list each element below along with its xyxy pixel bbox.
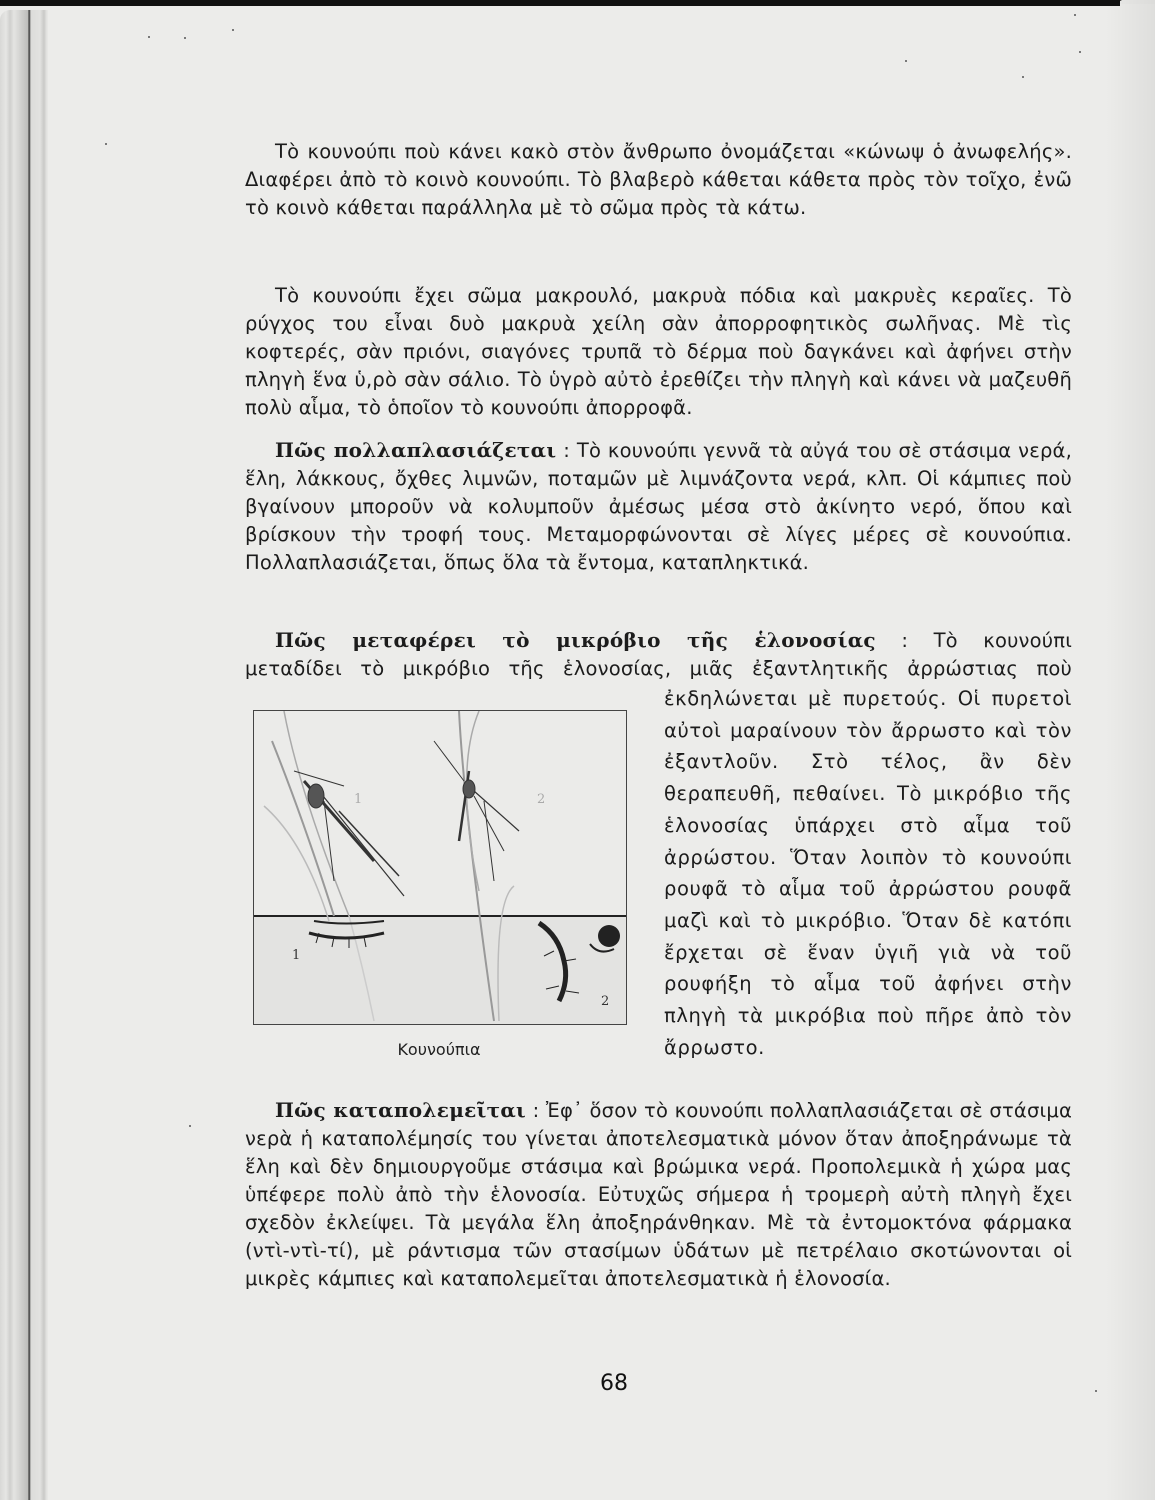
scan-speck [1079, 51, 1081, 53]
heading-separator: : [526, 1099, 546, 1122]
paragraph-text: Τὸ κουνούπι ἔχει σῶμα μακρουλό, μακρυὰ πόδια καὶ μακρυὲς κεραῖες. Τὸ ρύγχος του εἶναι δυὸ μακρυὰ χείλη σὰν ἀπορροφητικὸς σωλῆνας. Μὲ τὶς κοφτερές, σὰν πριόνι, σιαγόνες τρυπᾶ τὸ δέρμα ποὺ δαγκάνει καὶ ἀφήνει στὴν πληγὴ ἕνα ὑ,ρὸ σὰν σάλιο. Τὸ ὑγρὸ αὐτὸ ἐρεθίζει τὴν πληγὴ καὶ κάνει νὰ μαζευθῆ πολὺ αἷμα, τὸ ὁποῖον τὸ κουνούπι ἀπορροφᾶ. [245, 284, 1072, 419]
mosquito-illustration [253, 710, 627, 1025]
label-adult-2: 2 [537, 792, 546, 807]
section-malaria-column-text: ἐκδηλώνεται μὲ πυρετούς. Οἱ πυρετοὶ αὐτοὶ μαραίνουν τὸν ἄρρωστο καὶ τὸν ἐξαντλοῦν. Στὸ τέλος, ἂν δὲν θεραπευθῆ, πεθαίνει. Τὸ μικρόβιο τῆς ἑλονοσίας ὑπάρχει στὸ αἷμα τοῦ ἀρρώστου. Ὅταν λοιπὸν τὸ κουνούπι ρουφᾶ τὸ αἷμα τοῦ ἀρρώστου ρουφᾶ μαζὶ καὶ τὸ μικρόβιο. Ὅταν δὲ κατόπι ἔρχεται σὲ ἕναν ὑγιῆ γιὰ νὰ τοῦ ρουφήξη τὸ αἷμα τοῦ ἀφήνει στὴν πληγὴ τὰ μικρόβια ποὺ πῆρε ἀπὸ τὸν ἄρρωστο. [664, 687, 1072, 1059]
section-text: Ἐφ᾽ ὅσον τὸ κουνούπι πολλαπλασιάζεται σὲ στάσιμα νερὰ ἡ καταπολέμησίς του γίνεται ἀποτελεσματικὰ μόνον ὅταν ἀποξηράνωμε τὰ ἕλη καὶ δὲν δημιουργοῦμε στάσιμα καὶ βρώμικα νερά. Προπολεμικὰ ἡ χώρα μας ὑπέφερε πολὺ ἀπὸ τὴν ἑλονοσία. Εὐτυχῶς σήμερα ἡ τρομερὴ αὐτὴ πληγὴ ἔχει σχεδὸν ἐκλείψει. Τὰ μεγάλα ἕλη ἀποξηράνθηκαν. Μὲ τὰ ἐντομοκτόνα φάρμακα (ντὶ-ντὶ-τί), μὲ ράντισμα τῶν στασίμων ὑδάτων μὲ πετρέλαιο σκοτώνονται οἱ μικρὲς κάμπιες καὶ καταπολεμεῖται ἀποτελεσματικὰ ἡ ἑλονοσία. [245, 1099, 1072, 1290]
scan-speck [1074, 14, 1076, 16]
paragraph-text: Τὸ κουνούπι ποὺ κάνει κακὸ στὸν ἄνθρωπο ὀνομάζεται «κώνωψ ὁ ἀνωφελής». Διαφέρει ἀπὸ τὸ κοινὸ κουνούπι. Τὸ βλαβερὸ κάθεται κάθετα πρὸς τὸν τοῖχο, ἐνῶ τὸ κοινὸ κάθεται παράλληλα μὲ τὸ σῶμα πρὸς τὰ κάτω. [245, 140, 1072, 219]
scan-top-edge [0, 0, 1120, 6]
label-adult-1: 1 [354, 792, 363, 807]
scan-speck [184, 37, 186, 39]
scan-speck [1095, 1390, 1097, 1392]
section-control [245, 1096, 1072, 1293]
section-text-line1: Τὸ κουνούπι [933, 629, 1073, 652]
mosquito-drawing [254, 711, 626, 1024]
label-larva-1: 1 [292, 948, 301, 963]
page-number: 68 [600, 1371, 628, 1396]
scan-speck [905, 60, 907, 62]
section-text: Τὸ κουνούπι γεννᾶ τὰ αὐγά του σὲ στάσιμα νερά, ἕλη, λάκκους, ὄχθες λιμνῶν, ποταμῶν μὲ λιμνάζοντα νερά, κλπ. Οἱ κάμπιες ποὺ βγαίνουν μποροῦν νὰ κολυμποῦν ἀμέσως μέσα στὸ ἀκίνητο νερό, ὅπου καὶ βρίσκουν τὴν τροφή τους. Μεταμορφώνονται σὲ λίγες μέρες σὲ κουνούπια. Πολλαπλασιάζεται, ὅπως ὅλα τὰ ἔντομα, καταπληκτικά. [245, 439, 1072, 574]
scan-speck [232, 29, 234, 31]
book-spine-edge [0, 10, 48, 1500]
paragraph-mosquito-anatomy [245, 282, 1072, 422]
scan-speck [105, 143, 107, 145]
section-malaria-transmission [245, 626, 1072, 683]
section-heading: Πῶς πολλαπλασιάζεται [275, 438, 557, 462]
heading-separator: : [875, 629, 934, 652]
paragraph-anopheles-intro [245, 138, 1072, 222]
section-text-line2: μεταδίδει τὸ μικρόβιο τῆς ἑλονοσίας, μιᾶς ἐξαντλητικῆς ἀρρώστιας ποὺ [245, 657, 1072, 680]
scan-speck [148, 36, 150, 38]
label-larva-2: 2 [601, 994, 610, 1009]
section-heading-line [245, 626, 1072, 655]
section-heading: Πῶς καταπολεμεῖται [275, 1098, 527, 1122]
section-body [245, 436, 1072, 577]
heading-separator: : [556, 439, 577, 462]
page-curl-shadow [1105, 0, 1155, 1500]
figure-caption: Κουνούπια [397, 1040, 481, 1059]
section-body [245, 1096, 1072, 1293]
scan-speck [189, 1125, 191, 1127]
scan-speck [1022, 76, 1024, 78]
section-reproduction [245, 436, 1072, 577]
section-heading: Πῶς μεταφέρει τὸ μικρόβιο τῆς ἑλονοσίας [275, 628, 876, 652]
